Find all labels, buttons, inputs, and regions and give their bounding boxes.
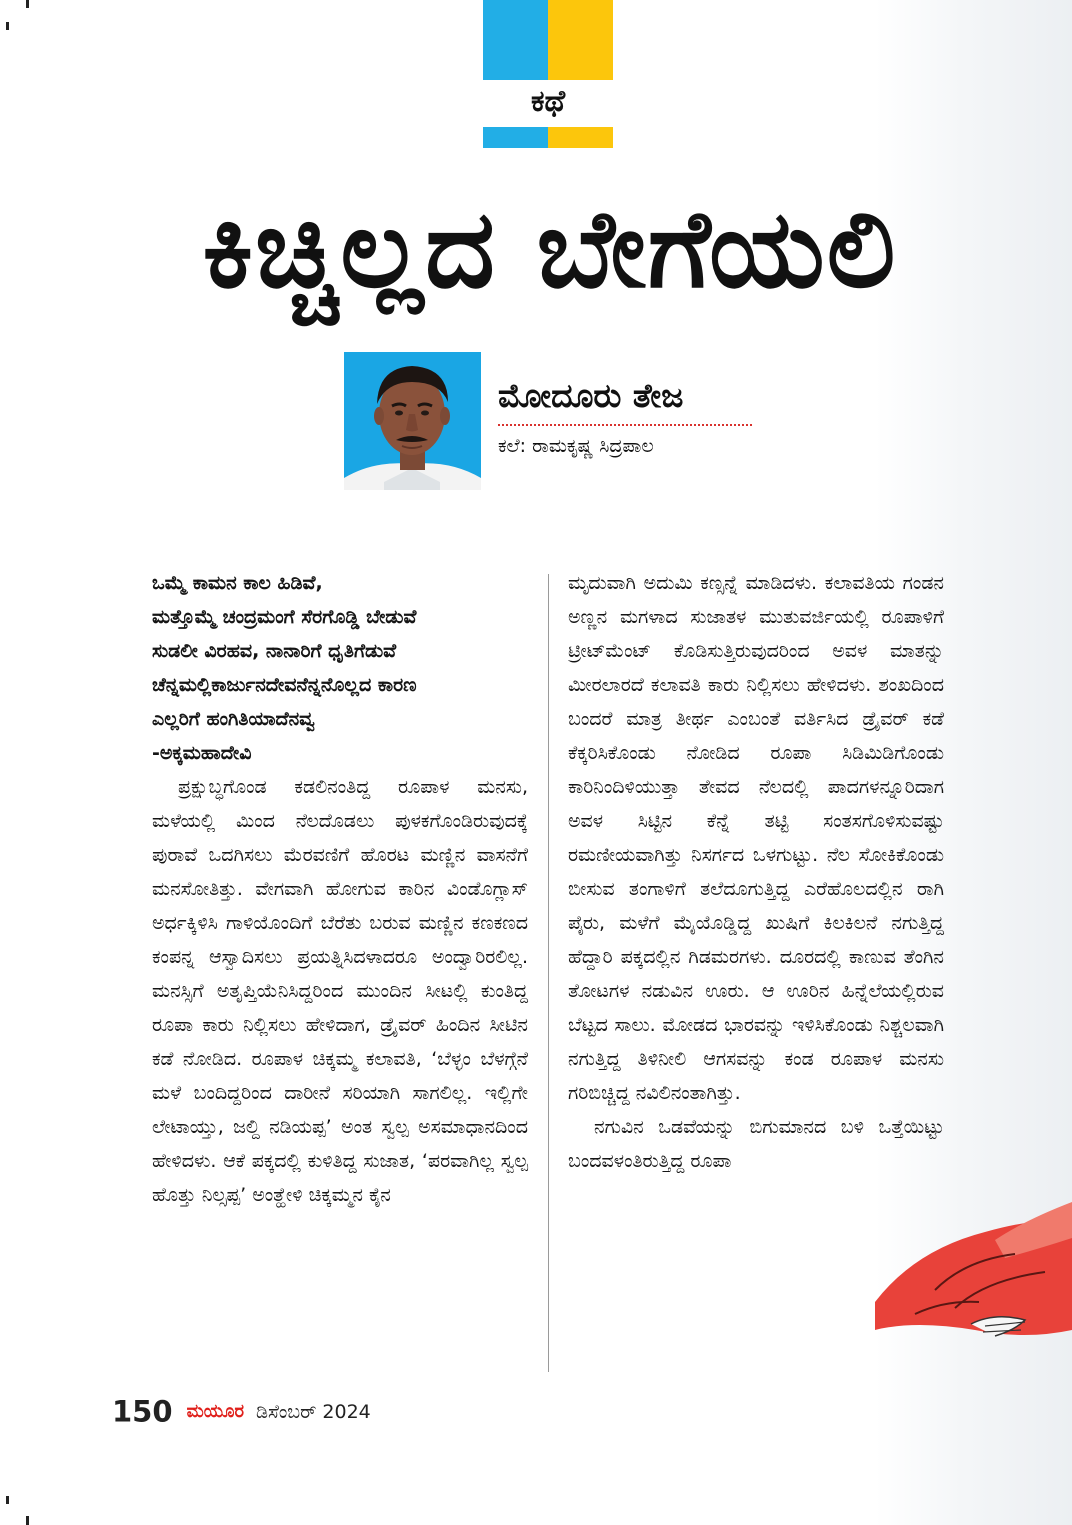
author-photo (344, 352, 481, 490)
page-footer (112, 1394, 371, 1428)
author-portrait-icon (344, 352, 481, 490)
story-title: ಕಿಚ್ಚಿಲ್ಲದ ಬೇಗೆಯಲಿ (202, 187, 898, 312)
crop-mark (6, 22, 9, 30)
page-number: 150 (112, 1394, 173, 1429)
epigraph-line: ಮತ್ತೊಮ್ಮೆ ಚಂದ್ರಮಂಗೆ ಸೆರಗೊಡ್ಡಿ ಬೇಡುವೆ (152, 606, 417, 628)
column-divider (548, 574, 549, 1372)
article-paragraph: ನಗುವಿನ ಒಡವೆಯನ್ನು ಬಿಗುಮಾನದ ಬಳಿ ಒತ್ತೆಯಿಟ್ಟು ಬಂದವಳಂತಿರುತ್ತಿದ್ದ ರೂಪಾ (568, 1116, 944, 1172)
epigraph (152, 566, 528, 770)
section-label-block (483, 0, 613, 150)
epigraph-line: ಸುಡಲೀ ವಿರಹವ, ನಾನಾರಿಗೆ ಧೃತಿಗೆಡುವೆ (152, 640, 397, 662)
crop-mark (6, 1496, 9, 1504)
epigraph-line: ಎಲ್ಲರಿಗೆ ಹಂಗಿತಿಯಾದೆನವ್ವ (152, 708, 315, 730)
epigraph-line: ಒಮ್ಮೆ ಕಾಮನ ಕಾಲ ಹಿಡಿವೆ, (152, 572, 323, 594)
article-paragraph: ಪ್ರಕ್ಷುಬ್ಧಗೊಂಡ ಕಡಲಿನಂತಿದ್ದ ರೂಪಾಳ ಮನಸು, ಮಳೆಯಲ್ಲಿ ಮಿಂದ ನೆಲದೊಡಲು ಪುಳಕಗೊಂಡಿರುವುದಕ್ಕೆ ಪುರಾವೆ ಒದಗಿಸಲು ಮೆರವಣಿಗೆ ಹೊರಟ ಮಣ್ಣಿನ ವಾಸನೆಗೆ ಮನಸೋತಿತ್ತು. ವೇಗವಾಗಿ ಹೋಗುವ ಕಾರಿನ ವಿಂಡೊಗ್ಲಾಸ್ ಅರ್ಧಕ್ಕಿಳಿಸಿ ಗಾಳಿಯೊಂದಿಗೆ ಬೆರೆತು ಬರುವ ಮಣ್ಣಿನ ಕಣಕಣದ ಕಂಪನ್ನ ಆಸ್ವಾದಿಸಲು ಪ್ರಯತ್ನಿಸಿದಳಾದರೂ ಅಂದ್ವಾರಿರಲಿಲ್ಲ. ಮನಸ್ಸಿಗೆ ಅತೃಪ್ತಿಯೆನಿಸಿದ್ದರಿಂದ ಮುಂದಿನ ಸೀಟಲ್ಲಿ ಕುಂತಿದ್ದ ರೂಪಾ ಕಾರು ನಿಲ್ಲಿಸಲು ಹೇಳಿದಾಗ, ಡ್ರೈವರ್ ಹಿಂದಿನ ಸೀಟಿನ ಕಡೆ ನೋಡಿದ. ರೂಪಾಳ ಚಿಕ್ಕಮ್ಮ ಕಲಾವತಿ, ‘ಬೆಳ್ಳಂ ಬೆಳಗ್ಗೆನೆ ಮಳೆ ಬಂದಿದ್ದರಿಂದ ದಾರೀನೆ ಸರಿಯಾಗಿ ಸಾಗಲಿಲ್ಲ. ಇಲ್ಲಿಗೇ ಲೇಟಾಯ್ತು, ಜಲ್ದಿ ನಡಿಯಪ್ಪ’ ಅಂತ ಸ್ವಲ್ಪ ಅಸಮಾಧಾನದಿಂದ ಹೇಳಿದಳು. ಆಕೆ ಪಕ್ಕದಲ್ಲಿ ಕುಳಿತಿದ್ದ ಸುಜಾತ, ‘ಪರವಾಗಿಲ್ಲ ಸ್ವಲ್ಪ ಹೊತ್ತು ನಿಲ್ಸಪ್ಪ’ ಅಂತ್ಹೇಳಿ ಚಿಕ್ಕಮ್ಮನ ಕೈನ (152, 776, 528, 1206)
article-column-right (568, 566, 944, 1178)
accent-block-blue (483, 0, 548, 80)
epigraph-attribution: -ಅಕ್ಕಮಹಾದೇವಿ (152, 742, 252, 764)
epigraph-line: ಚೆನ್ನಮಲ್ಲಿಕಾರ್ಜುನದೇವನೆನ್ನನೊಲ್ಲದ ಕಾರಣ (152, 674, 417, 696)
accent-block-yellow (548, 0, 613, 80)
illustration-figure-icon (875, 1180, 1072, 1370)
magazine-logo: ಮಯೂರ (186, 1400, 244, 1422)
author-divider (498, 424, 752, 426)
accent-bar-yellow (548, 127, 613, 148)
crop-mark (26, 0, 29, 8)
accent-bar-blue (483, 127, 548, 148)
illustrator-credit: ಕಲೆ: ರಾಮಕೃಷ್ಣ ಸಿದ್ರಪಾಲ (498, 435, 654, 457)
story-illustration (875, 1180, 1072, 1370)
article-column-left (152, 566, 528, 1212)
crop-mark (26, 1516, 29, 1525)
article-paragraph: ಮೃದುವಾಗಿ ಅದುಮಿ ಕಣ್ಸನ್ನೆ ಮಾಡಿದಳು. ಕಲಾವತಿಯ ಗಂಡನ ಅಣ್ಣನ ಮಗಳಾದ ಸುಜಾತಳ ಮುತುವರ್ಜಿಯಲ್ಲಿ ರೂಪಾಳಿಗೆ ಟ್ರೀಟ್‌ಮೆಂಟ್ ಕೊಡಿಸುತ್ತಿರುವುದರಿಂದ ಅವಳ ಮಾತನ್ನು ಮೀರಲಾರದೆ ಕಲಾವತಿ ಕಾರು ನಿಲ್ಲಿಸಲು ಹೇಳಿದಳು. ಶಂಖದಿಂದ ಬಂದರೆ ಮಾತ್ರ ತೀರ್ಥ ಎಂಬಂತೆ ವರ್ತಿಸಿದ ಡ್ರೈವರ್ ಕಡೆ ಕೆಕ್ಕರಿಸಿಕೊಂಡು ನೋಡಿದ ರೂಪಾ ಸಿಡಿಮಿಡಿಗೊಂಡು ಕಾರಿನಿಂದಿಳಿಯುತ್ತಾ ತೇವದ ನೆಲದಲ್ಲಿ ಪಾದಗಳನ್ನೂರಿದಾಗ ಅವಳ ಸಿಟ್ಟಿನ ಕೆನ್ನೆ ತಟ್ಟಿ ಸಂತಸಗೊಳಿಸುವಷ್ಟು ರಮಣೀಯವಾಗಿತ್ತು ನಿಸರ್ಗದ ಒಳಗುಟ್ಟು. ನೆಲ ಸೋಕಿಕೊಂಡು ಬೀಸುವ ತಂಗಾಳಿಗೆ ತಲೆದೂಗುತ್ತಿದ್ದ ಎರೆಹೊಲದಲ್ಲಿನ ರಾಗಿ ಪೈರು, ಮಳೆಗೆ ಮೈಯೊಡ್ಡಿದ್ದ ಖುಷಿಗೆ ಕಿಲಕಿಲನೆ ನಗುತ್ತಿದ್ದ ಹೆದ್ದಾರಿ ಪಕ್ಕದಲ್ಲಿನ ಗಿಡಮರಗಳು. ದೂರದಲ್ಲಿ ಕಾಣುವ ತೆಂಗಿನ ತೋಟಗಳ ನಡುವಿನ ಊರು. ಆ ಊರಿನ ಹಿನ್ನೆಲೆಯಲ್ಲಿರುವ ಬೆಟ್ಟದ ಸಾಲು. ಮೋಡದ ಭಾರವನ್ನು ಇಳಿಸಿಕೊಂಡು ನಿಶ್ಚಲವಾಗಿ ನಗುತ್ತಿದ್ದ ತಿಳಿನೀಲಿ ಆಗಸವನ್ನು ಕಂಡ ರೂಪಾಳ ಮನಸು ಗರಿಬಿಚ್ಚಿದ್ದ ನವಿಲಿನಂತಾಗಿತ್ತು. (568, 572, 944, 1104)
issue-date: ಡಿಸೆಂಬರ್ 2024 (256, 1400, 371, 1423)
section-label: ಕಥೆ (530, 84, 566, 119)
author-name: ಮೋದೂರು ತೇಜ (498, 376, 684, 415)
